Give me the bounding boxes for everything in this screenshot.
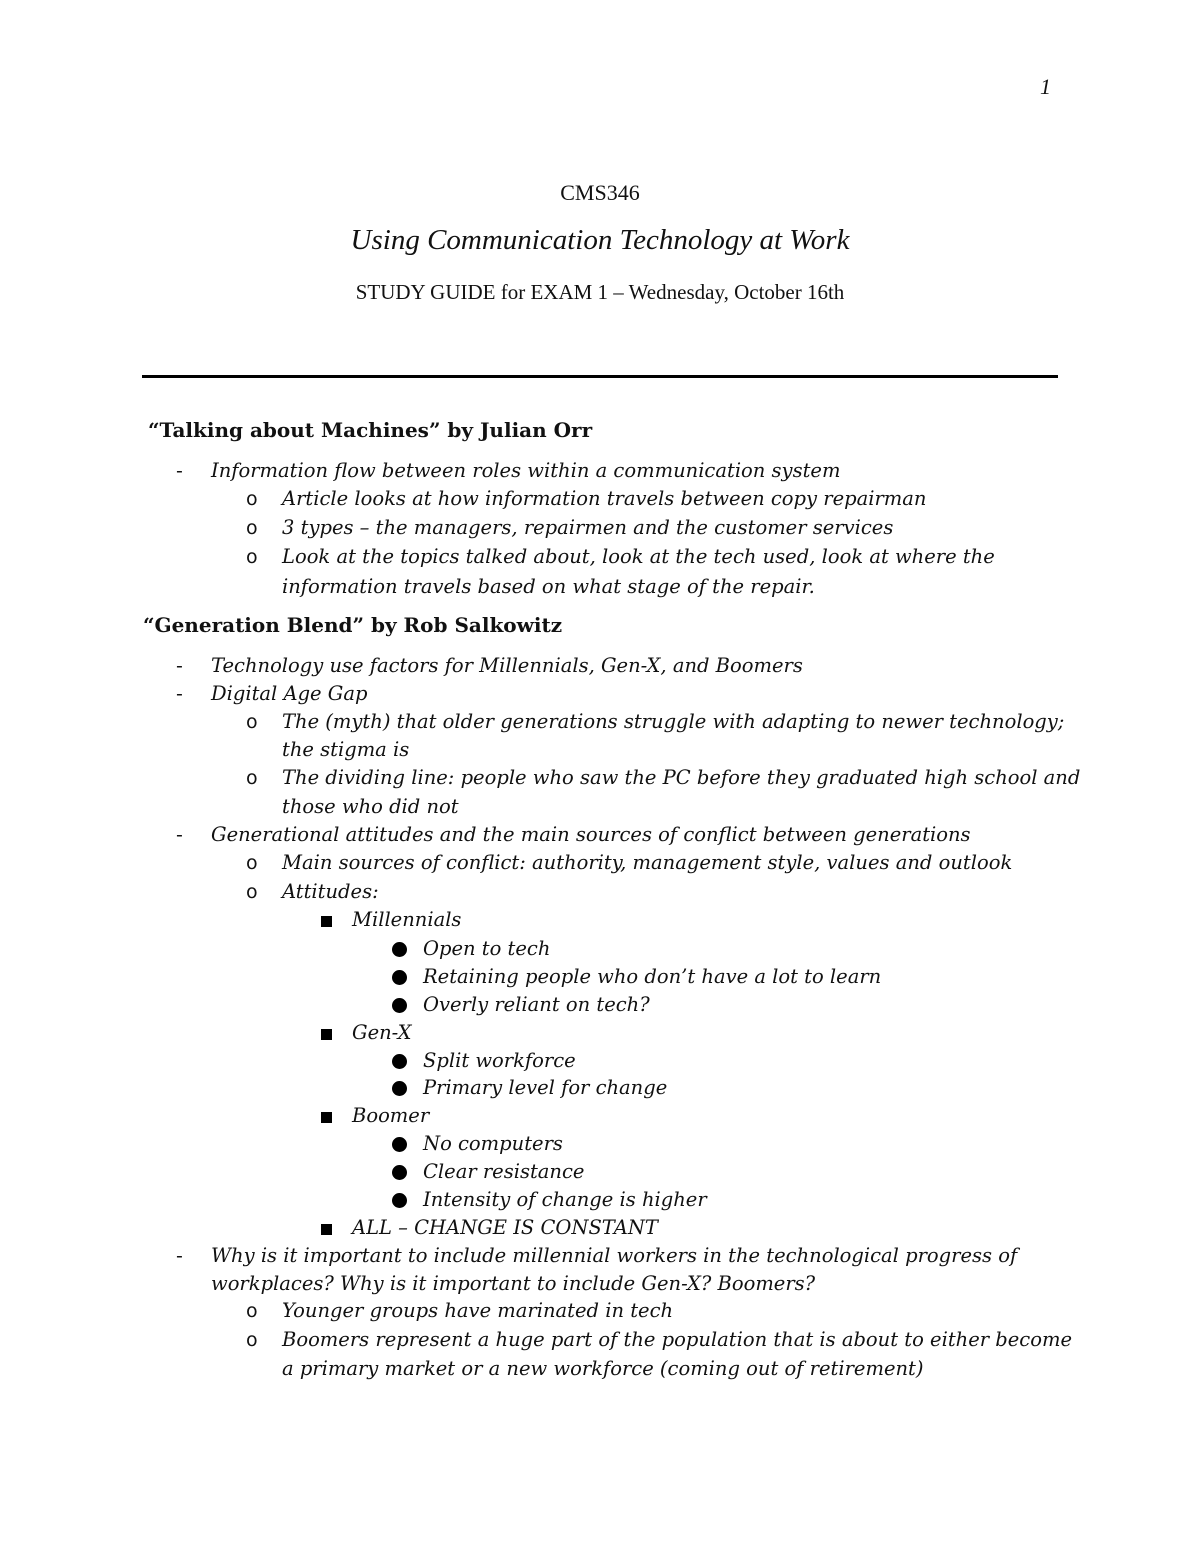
filled-circle-bullet-icon (392, 1054, 407, 1069)
filled-circle-bullet-icon (392, 942, 407, 957)
list-item-continuation: those who did not (282, 795, 459, 818)
list-item: Information flow between roles within a communication system (211, 459, 841, 482)
circle-bullet-icon: o (246, 852, 258, 874)
circle-bullet-icon: o (246, 711, 258, 733)
circle-bullet-icon: o (246, 1329, 258, 1351)
dash-bullet-icon: - (176, 824, 183, 846)
circle-bullet-icon: o (246, 881, 258, 903)
circle-bullet-icon: o (246, 488, 258, 510)
list-item: Boomers represent a huge part of the population that is about to either become (282, 1328, 1072, 1351)
list-item: Gen-X (352, 1021, 412, 1044)
list-item-continuation: workplaces? Why is it important to include Gen-X? Boomers? (211, 1272, 816, 1295)
list-item: Primary level for change (423, 1076, 668, 1099)
square-bullet-icon (321, 916, 332, 927)
section-heading: “Talking about Machines” by Julian Orr (148, 418, 593, 442)
circle-bullet-icon: o (246, 546, 258, 568)
list-item: No computers (423, 1132, 563, 1155)
list-item: Split workforce (423, 1049, 576, 1072)
list-item: 3 types – the managers, repairmen and the customer services (282, 516, 894, 539)
course-code: CMS346 (560, 180, 640, 205)
horizontal-rule (142, 375, 1058, 378)
list-item: Boomer (352, 1104, 430, 1127)
list-item: Overly reliant on tech? (423, 993, 650, 1016)
list-item: Generational attitudes and the main sources of conflict between generations (211, 823, 971, 846)
circle-bullet-icon: o (246, 767, 258, 789)
list-item: Younger groups have marinated in tech (282, 1299, 674, 1322)
square-bullet-icon (321, 1029, 332, 1040)
list-item: Look at the topics talked about, look at the tech used, look at where the (282, 545, 995, 568)
exam-subtitle: STUDY GUIDE for EXAM 1 – Wednesday, October 16th (355, 280, 845, 304)
list-item: The (myth) that older generations struggle with adapting to newer technology; (282, 710, 1065, 733)
circle-bullet-icon: o (246, 1300, 258, 1322)
list-item-continuation: information travels based on what stage of the repair. (282, 575, 815, 598)
dash-bullet-icon: - (176, 655, 183, 677)
filled-circle-bullet-icon (392, 1193, 407, 1208)
list-item: Main sources of conflict: authority, management style, values and outlook (282, 851, 1013, 874)
dash-bullet-icon: - (176, 460, 183, 482)
filled-circle-bullet-icon (392, 1137, 407, 1152)
list-item: Attitudes: (282, 880, 379, 903)
circle-bullet-icon: o (246, 517, 258, 539)
list-item: Article looks at how information travels between copy repairman (282, 487, 927, 510)
list-item: Why is it important to include millennial workers in the technological progress of (211, 1244, 1018, 1267)
course-title: Using Communication Technology at Work (350, 224, 850, 256)
list-item-continuation: a primary market or a new workforce (coming out of retirement) (282, 1357, 924, 1380)
list-item: Technology use factors for Millennials, Gen-X, and Boomers (211, 654, 803, 677)
dash-bullet-icon: - (176, 683, 183, 705)
page-number: 1 (1040, 74, 1051, 99)
list-item: Intensity of change is higher (423, 1188, 707, 1211)
filled-circle-bullet-icon (392, 1165, 407, 1180)
dash-bullet-icon: - (176, 1245, 183, 1267)
filled-circle-bullet-icon (392, 1081, 407, 1096)
list-item: Clear resistance (423, 1160, 585, 1183)
list-item: Open to tech (423, 937, 551, 960)
filled-circle-bullet-icon (392, 970, 407, 985)
section-heading: “Generation Blend” by Rob Salkowitz (143, 613, 563, 637)
square-bullet-icon (321, 1224, 332, 1235)
list-item-continuation: the stigma is (282, 738, 410, 761)
square-bullet-icon (321, 1112, 332, 1123)
list-item: Retaining people who don’t have a lot to learn (423, 965, 882, 988)
list-item: The dividing line: people who saw the PC before they graduated high school and (282, 766, 1081, 789)
list-item: Millennials (352, 908, 462, 931)
list-item: ALL – CHANGE IS CONSTANT (352, 1216, 658, 1239)
list-item: Digital Age Gap (211, 682, 368, 705)
filled-circle-bullet-icon (392, 998, 407, 1013)
